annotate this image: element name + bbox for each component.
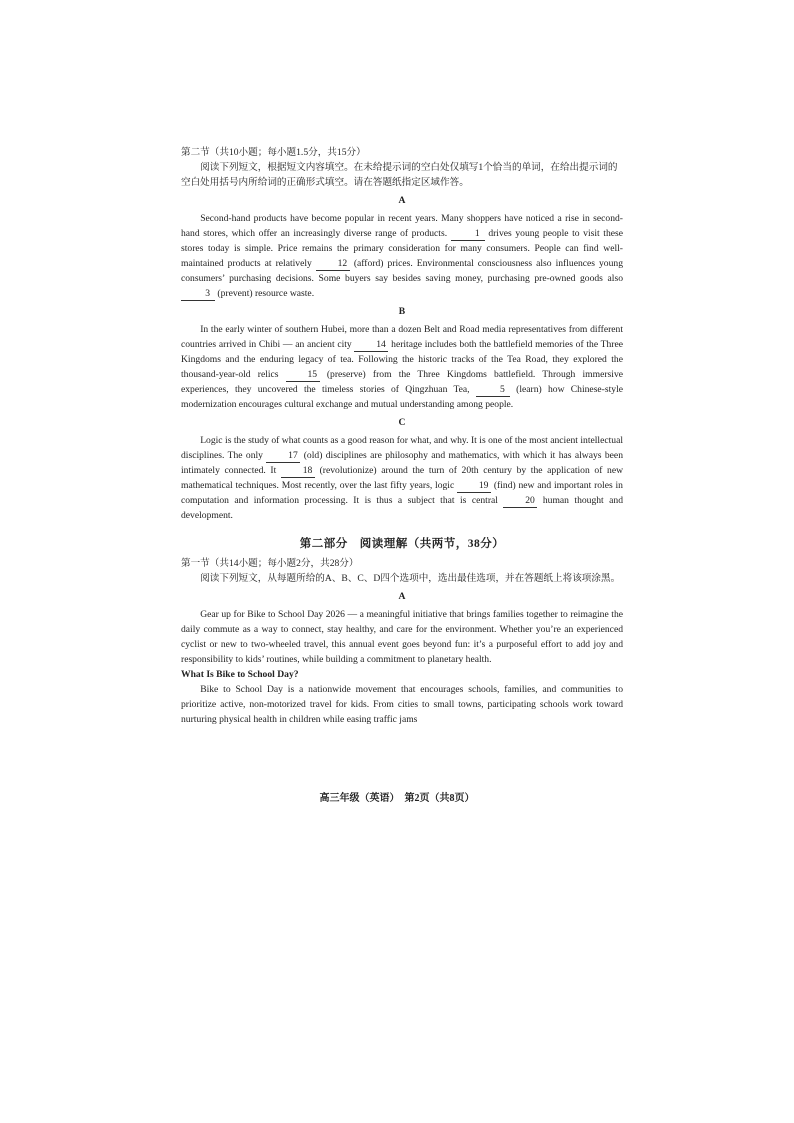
passage-a-s1: Second-hand products have become popular in recent years. Many shoppers have noticed a rise in second-hand stores, which offer an increasingly diverse range of products. [181,213,623,239]
page-footer: 高三年级（英语） 第2页（共8页） [319,793,475,804]
blank-c2: 18 [281,465,315,478]
passage-c-s5: human thought and development. [181,495,624,521]
reading-a-para1: Gear up for Bike to School Day 2026 — a meaningful initiative that brings families together to reimagine the daily commute as a way to connect, stay healthy, and care for the environment. Whether you’re an experienced cyclist or new to two-wheeled travel, this annual event goes beyond fun: it’s a purposeful effort to add joy and responsibility to kids’ routines, while building a commitment to planetary health. [181,609,623,665]
part2-section1-heading: 第一节（共14小题；每小题2分，共28分） [181,558,359,569]
passage-a-letter: A [398,195,406,206]
section2-instruction: 阅读下列短文，根据短文内容填空。在未给提示词的空白处仅填写1个恰当的单词，在给出提示词的空白处用括号内所给词的正确形式填空。请在答题纸指定区域作答。 [181,162,618,188]
passage-a-s4: (prevent) resource waste. [217,288,315,299]
blank-a2: 12 [316,258,350,271]
reading-a-subheading: What Is Bike to School Day? [181,669,299,680]
blank-a1: 1 [451,228,485,241]
passage-b-s3: (preserve) from the Three Kingdoms battlefield. Through immersive experiences, they uncovered the timeless stories of Qingzhuan Tea, [181,369,623,395]
blank-c4: 20 [503,495,537,508]
passage-a-text [181,211,623,301]
part2-title: 第二部分 阅读理解（共两节，38分） [299,538,505,550]
passage-a-s2: drives young people to visit these stores today is simple. Price remains the primary consideration for many consumers. People can find well-maintained products at relatively [181,228,623,269]
blank-c3: 19 [457,480,491,493]
passage-b-letter: B [398,306,406,317]
passage-c-s2: (old) disciplines are philosophy and mathematics, with which it has always been intimately connected. It [181,450,623,476]
passage-c-s4: (find) new and important roles in computation and information processing. It is thus a subject that is central [181,480,623,506]
blank-c1: 17 [266,450,300,463]
passage-b-text [181,322,623,412]
passage-b-s4: (learn) how Chinese-style modernization encourages cultural exchange and mutual understanding among people. [181,384,623,410]
passage-b-s1: In the early winter of southern Hubei, more than a dozen Belt and Road media representatives from different countries arrived in Chibi — an ancient city [181,324,623,350]
passage-c-letter: C [398,417,406,428]
reading-a-letter: A [398,591,406,602]
part2-instruction: 阅读下列短文，从每题所给的A、B、C、D四个选项中，选出最佳选项，并在答题纸上将该项涂黑。 [200,573,621,584]
blank-a3: 3 [181,288,215,301]
passage-b-s2: heritage includes both the battlefield memories of the Three Kingdoms and the enduring legacy of tea. Following the historic tracks of the Tea Road, they explored the thousand-year-old relics [181,339,623,380]
blank-b3: 5 [476,384,510,397]
blank-b2: 15 [286,369,320,382]
section2-heading: 第二节（共10小题；每小题1.5分，共15分） [181,147,366,158]
passage-c-s1: Logic is the study of what counts as a good reason for what, and why. It is one of the most ancient intellectual disciplines. The only [181,435,623,461]
passage-c-text [181,433,623,523]
page-content [181,145,623,727]
blank-b1: 14 [354,339,388,352]
passage-a-s3: (afford) prices. Environmental consciousness also influences young consumers’ purchasing decisions. Some buyers say besides saving money, purchasing pre-owned goods also [181,258,623,284]
passage-c-s3: (revolutionize) around the turn of 20th century by the application of new mathematical techniques. Most recently, over the last fifty years, logic [181,465,624,491]
reading-a-para2: Bike to School Day is a nationwide movement that encourages schools, families, and communities to prioritize active, non-motorized travel for kids. From cities to small towns, participating schools work toward nurturing physical health in children while easing traffic jams [181,684,623,725]
